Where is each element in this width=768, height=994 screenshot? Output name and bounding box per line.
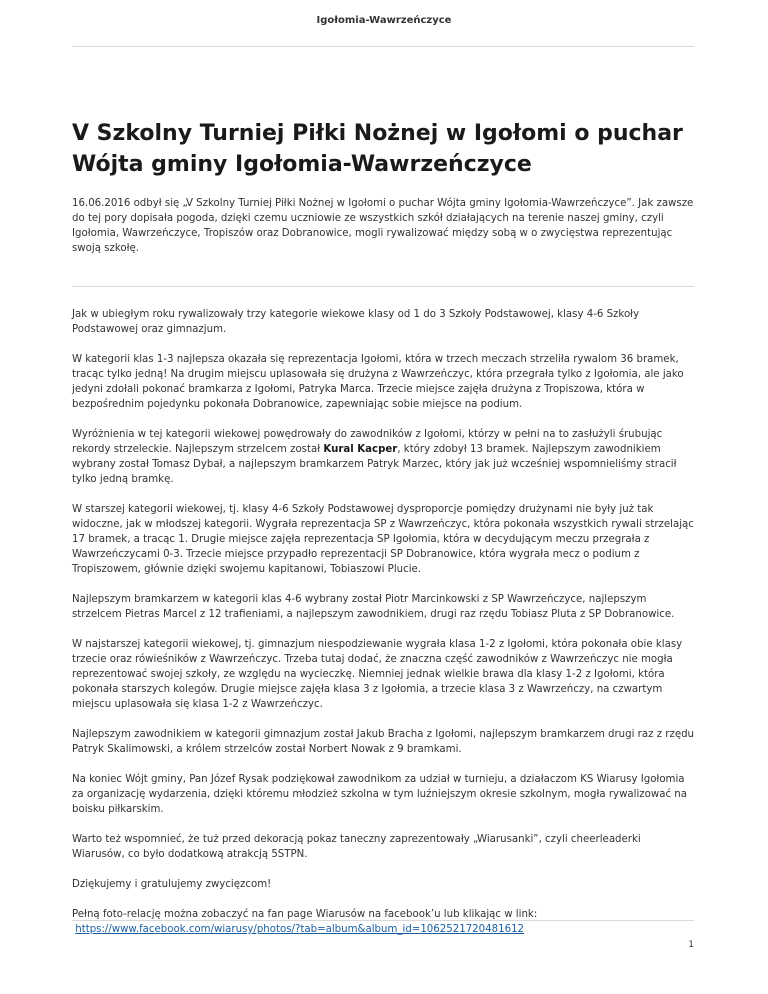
awards-text-start: Wyróżnienia w tej kategorii wiekowej powędrowały do zawodników z Igołomi, którzy w pełni na to zasłużyli śrubując rekordy strzeleckie. Najlepszym strzelcem został [72, 429, 663, 455]
article-body [72, 307, 694, 952]
paragraph-gimnazjum: W najstarszej kategorii wiekowej, tj. gimnazjum niespodziewanie wygrała klasa 1-2 z Igołomi, która pokonała obie klasy trzecie oraz rówieśników z Wawrzeńczyc. Trzeba tutaj dodać, że znaczna część zawodników z Wawrzeńczyc nie mogła reprezentować swojej szkoły, ze względu na wycieczkę. Niemniej jednak wielkie brawa dla klasy 1-2 z Igołomi, która pokonała starszych kolegów. Drugie miejsce zajęła klasa 3 z Igołomia, a trzecie klasa 3 z Wawrzeńczy, na czwartym miejscu uplasowała się klasa 1-2 z Wawrzeńczyc. [72, 639, 683, 710]
footer-divider [72, 920, 694, 921]
paragraph-awards-4-6: Najlepszym bramkarzem w kategorii klas 4-6 wybrany został Piotr Marcinkowski z SP Wawrzeńczyce, najlepszym strzelcem Pietras Marcel z 12 trafieniami, a najlepszym zawodnikiem, drugi raz rzędu Tobiasz Pluta z SP Dobranowice. [72, 594, 675, 620]
site-title: Igołomia-Wawrzeńczyce [316, 15, 452, 26]
awards-text-end: , który zdobył 13 bramek. Najlepszym zawodnikiem wybrany został Tomasz Dybał, a najlepszym bramkarzem Patryk Marzec, który jak już wcześniej wspomnieliśmy stracił tylko jedną bramkę. [72, 444, 677, 485]
page-number: 1 [688, 940, 694, 950]
article-title: V Szkolny Turniej Piłki Nożnej w Igołomi o puchar Wójta gminy Igołomia-Wawrzeńczyce [72, 121, 683, 177]
article-intro [72, 196, 694, 271]
paragraph-dance-show: Warto też wspomnieć, że tuż przed dekoracją pokaz taneczny zaprezentowały „Wiarusanki”, czyli cheerleaderki Wiarusów, co było dodatkową atrakcją 5STPN. [72, 834, 641, 860]
section-divider [72, 286, 694, 287]
paragraph-photo-report [72, 907, 694, 937]
photo-report-text: Pełną foto-relację można zobaczyć na fan page Wiarusów na facebook’u lub klikając w link: [72, 909, 538, 920]
header-divider [72, 46, 694, 47]
paragraph-categories: Jak w ubiegłym roku rywalizowały trzy kategorie wiekowe klasy od 1 do 3 Szkoły Podstawowej, klasy 4-6 Szkoły Podstawowej oraz gimnazjum. [72, 309, 640, 335]
paragraph-awards-1-3 [72, 427, 694, 487]
top-scorer-name: Kural Kacper [323, 444, 398, 455]
paragraph-grades-4-6: W starszej kategorii wiekowej, tj. klasy 4-6 Szkoły Podstawowej dysproporcje pomiędzy drużynami nie były już tak widoczne, jak w młodszej kategorii. Wygrała reprezentacja SP z Wawrzeńczyc, która pokonała wszystkich rywali strzelając 17 bramek, a tracąc 1. Drugie miejsce zajęła reprezentacja SP Igołomia, która w decydującym meczu przegrała z Wawrzeńczycami 0-3. Trzecie miejsce przypadło reprezentacji SP Dobranowice, która wygrała mecz o podium z Tropiszowem, głównie dzięki swojemu kapitanowi, Tobiaszowi Plucie. [72, 504, 694, 575]
intro-paragraph: 16.06.2016 odbył się „V Szkolny Turniej Piłki Nożnej w Igołomi o puchar Wójta gminy Igołomia-Wawrzeńczyce”. Jak zawsze do tej pory dopisała pogoda, dzięki czemu uczniowie ze wszystkich szkół działających na terenie naszej gminy, czyli Igołomia, Wawrzeńczyce, Tropiszów oraz Dobranowice, mogli rywalizować między sobą w o zwycięstwa reprezentując swoją szkołę. [72, 198, 694, 254]
paragraph-congratulations: Dziękujemy i gratulujemy zwycięzcom! [72, 879, 272, 890]
paragraph-awards-gimnazjum: Najlepszym zawodnikiem w kategorii gimnazjum został Jakub Bracha z Igołomi, najlepszym bramkarzem drugi raz z rzędu Patryk Skalimowski, a królem strzelców został Norbert Nowak z 9 bramkami. [72, 729, 695, 755]
paragraph-thanks-mayor: Na koniec Wójt gminy, Pan Józef Rysak podziękował zawodnikom za udział w turnieju, a działaczom KS Wiarusy Igołomia za organizację wydarzenia, dzięki któremu młodzież szkolna w tym luźniejszym okresie szkolnym, mogła rywalizować na boisku piłkarskim. [72, 774, 687, 815]
facebook-album-link[interactable]: https://www.facebook.com/wiarusy/photos/?tab=album&album_id=1062521720481612 [75, 924, 525, 935]
paragraph-grades-1-3: W kategorii klas 1-3 najlepsza okazała się reprezentacja Igołomi, która w trzech meczach strzeliła rywalom 36 bramek, tracąc tylko jedną! Na drugim miejscu uplasowała się drużyna z Wawrzeńczyc, która przegrała tylko z Igołomia, ale jako jedyni zdołali pokonać bramkarza z Igołomi, Patryka Marca. Trzecie miejsce zajęła drużyna z Tropiszowa, która w bezpośrednim pojedynku pokonała Dobranowice, zapewniając sobie miejsce na podium. [72, 354, 684, 410]
